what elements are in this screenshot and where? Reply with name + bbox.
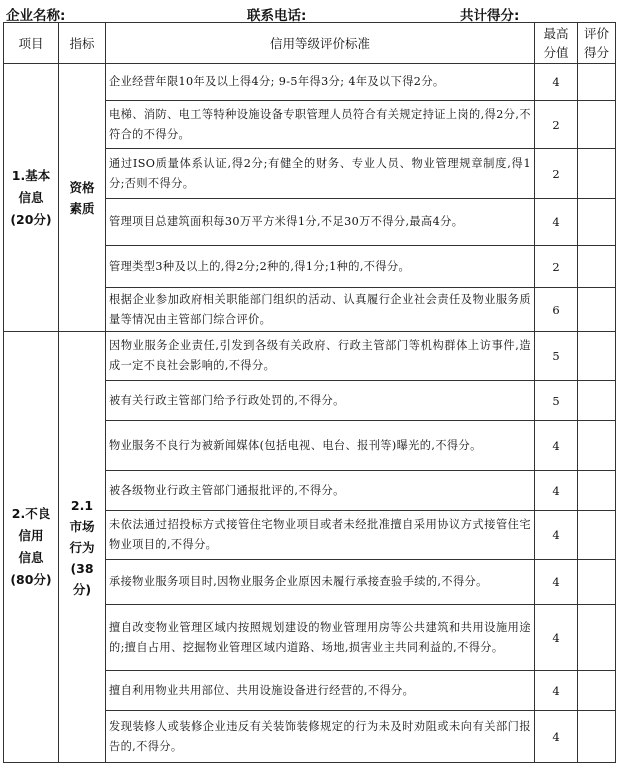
eval-score-cell[interactable] — [578, 101, 616, 149]
category-bad-credit-info: 2.不良 信用 信息 (80分) — [4, 332, 59, 763]
max-score-cell: 4 — [535, 471, 578, 511]
criteria-cell: 根据企业参加政府相关职能部门组织的活动、认真履行企业社会责任及物业服务质量等情况由主管部门综合评价。 — [106, 288, 535, 332]
max-score-cell: 4 — [535, 560, 578, 605]
max-score-cell: 4 — [535, 671, 578, 711]
eval-score-cell[interactable] — [578, 64, 616, 101]
criteria-cell: 被有关行政主管部门给予行政处罚的,不得分。 — [106, 381, 535, 421]
eval-score-cell[interactable] — [578, 511, 616, 560]
eval-score-cell[interactable] — [578, 421, 616, 471]
col-header-max-score: 最高 分值 — [535, 23, 578, 64]
phone-label: 联系电话: — [247, 8, 307, 24]
criteria-cell: 通过ISO质量体系认证,得2分;有健全的财务、专业人员、物业管理规章制度,得1分;否则不得分。 — [106, 149, 535, 199]
category-basic-info: 1.基本 信息 (20分) — [4, 64, 59, 332]
credit-rating-table — [3, 22, 616, 763]
table-header-row — [4, 23, 616, 64]
eval-score-cell[interactable] — [578, 605, 616, 671]
eval-score-cell[interactable] — [578, 332, 616, 381]
criteria-cell: 被各级物业行政主管部门通报批评的,不得分。 — [106, 471, 535, 511]
eval-score-cell[interactable] — [578, 671, 616, 711]
eval-score-cell[interactable] — [578, 199, 616, 246]
table-row — [4, 64, 616, 101]
criteria-cell: 未依法通过招投标方式接管住宅物业项目或者未经批准擅自采用协议方式接管住宅物业项目的,不得分。 — [106, 511, 535, 560]
eval-score-cell[interactable] — [578, 560, 616, 605]
criteria-cell: 擅自利用物业共用部位、共用设施设备进行经营的,不得分。 — [106, 671, 535, 711]
eval-score-cell[interactable] — [578, 711, 616, 763]
max-score-cell: 6 — [535, 288, 578, 332]
eval-score-cell[interactable] — [578, 246, 616, 288]
criteria-cell: 管理项目总建筑面积每30万平方米得1分,不足30万不得分,最高4分。 — [106, 199, 535, 246]
total-score-label: 共计得分: — [460, 8, 520, 24]
criteria-cell: 企业经营年限10年及以上得4分; 9-5年得3分; 4年及以下得2分。 — [106, 64, 535, 101]
criteria-cell: 承接物业服务项目时,因物业服务企业原因未履行承接查验手续的,不得分。 — [106, 560, 535, 605]
company-name-label: 企业名称: — [6, 8, 66, 24]
max-score-cell: 2 — [535, 101, 578, 149]
indicator-qualification: 资格 素质 — [59, 64, 106, 332]
col-header-item: 项目 — [4, 23, 59, 64]
criteria-cell: 电梯、消防、电工等特种设施设备专职管理人员符合有关规定持证上岗的,得2分,不符合的不得分。 — [106, 101, 535, 149]
criteria-cell: 因物业服务企业责任,引发到各级有关政府、行政主管部门等机构群体上访事件,造成一定不良社会影响的,不得分。 — [106, 332, 535, 381]
criteria-cell: 管理类型3种及以上的,得2分;2种的,得1分;1种的,不得分。 — [106, 246, 535, 288]
col-header-criteria: 信用等级评价标准 — [106, 23, 535, 64]
max-score-cell: 4 — [535, 64, 578, 101]
max-score-cell: 2 — [535, 149, 578, 199]
max-score-cell: 4 — [535, 199, 578, 246]
criteria-cell: 物业服务不良行为被新闻媒体(包括电视、电台、报刊等)曝光的,不得分。 — [106, 421, 535, 471]
eval-score-cell[interactable] — [578, 149, 616, 199]
eval-score-cell[interactable] — [578, 381, 616, 421]
max-score-cell: 2 — [535, 246, 578, 288]
table-row — [4, 332, 616, 381]
max-score-cell: 5 — [535, 332, 578, 381]
max-score-cell: 4 — [535, 711, 578, 763]
indicator-market-behavior: 2.1 市场 行为 (38分) — [59, 332, 106, 763]
criteria-cell: 擅自改变物业管理区域内按照规划建设的物业管理用房等公共建筑和共用设施用途的;擅自占用、挖掘物业管理区域内道路、场地,损害业主共同利益的,不得分。 — [106, 605, 535, 671]
max-score-cell: 4 — [535, 511, 578, 560]
eval-score-cell[interactable] — [578, 471, 616, 511]
max-score-cell: 4 — [535, 421, 578, 471]
eval-score-cell[interactable] — [578, 288, 616, 332]
max-score-cell: 4 — [535, 605, 578, 671]
max-score-cell: 5 — [535, 381, 578, 421]
col-header-eval-score: 评价 得分 — [578, 23, 616, 64]
criteria-cell: 发现装修人或装修企业违反有关装饰装修规定的行为未及时劝阻或未向有关部门报告的,不得分。 — [106, 711, 535, 763]
col-header-indicator: 指标 — [59, 23, 106, 64]
